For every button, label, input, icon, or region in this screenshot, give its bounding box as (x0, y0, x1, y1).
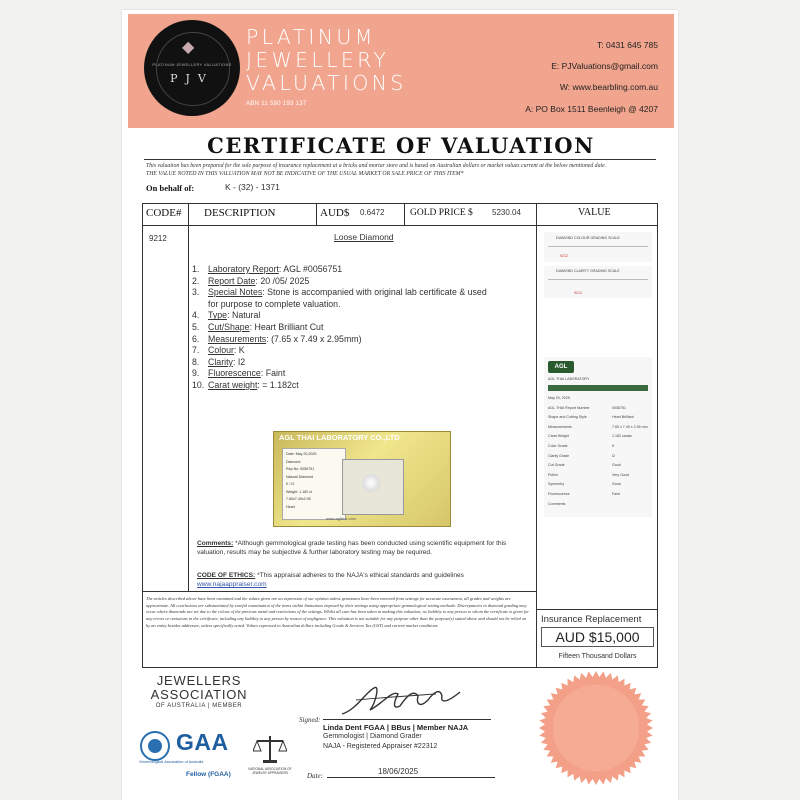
lab-certificate-line: Weight: 1.182 ct (286, 489, 312, 494)
clarity-scale-line (548, 279, 648, 280)
clarity-scale-title: DIAMOND CLARITY GRADING SCALE (556, 269, 620, 273)
ja-line1: JEWELLERS (156, 673, 242, 688)
gaa-subtitle: Gemmological Association of Australia (139, 760, 204, 764)
header-aud: AUD$ (320, 207, 350, 219)
date-rule (327, 777, 495, 778)
logo-initials: PJV (170, 72, 214, 85)
detail-key: Report Date (208, 275, 256, 286)
colour-scale-title: DIAMOND COLOUR GRADING SCALE (556, 236, 620, 240)
agl-banner (548, 385, 648, 391)
detail-row (192, 310, 260, 320)
agl-field-label: Symmetry (548, 482, 565, 487)
header-code: CODE# (146, 207, 182, 219)
detail-number: 10. (192, 380, 205, 390)
detail-key: Fluorescence (208, 368, 261, 379)
diamond-photo (362, 474, 380, 492)
contact-email: E: PJValuations@gmail.com (551, 61, 658, 71)
detail-key: Colour (208, 345, 234, 356)
detail-number: 7. (192, 345, 200, 356)
agl-field-value: K (612, 444, 615, 448)
lab-certificate-line: Natural Diamond (286, 474, 313, 479)
detail-number: 2. (192, 275, 200, 286)
agl-field-label: Measurements (548, 424, 572, 429)
item-code: 9212 (149, 234, 167, 243)
header-value: VALUE (578, 207, 611, 218)
lab-certificate-line: Diamond (286, 459, 301, 464)
aud-rate: 0.6472 (360, 208, 385, 217)
detail-row (192, 357, 245, 367)
title-rule (144, 159, 656, 160)
agl-subtitle: AGL THAI LABORATORY (548, 377, 590, 381)
insurance-value: AUD $15,000 (541, 627, 654, 647)
date-value: 18/06/2025 (378, 767, 419, 776)
seal-stamp (537, 669, 655, 787)
contact-address: A: PO Box 1511 Beenleigh @ 4207 (525, 104, 658, 114)
detail-value: : = 1.182ct (257, 380, 299, 390)
signer-registration: NAJA - Registered Appraiser #22312 (323, 743, 438, 750)
agl-field-value: Good (612, 463, 621, 468)
detail-value: : Natural (227, 310, 261, 321)
agl-field-value: Good (612, 482, 621, 487)
detail-number: 1. (192, 264, 200, 274)
colour-scale-line (548, 246, 648, 247)
agl-field-label: Carat Weight (548, 434, 569, 439)
agl-field-label: Shape and Cutting Style (548, 415, 587, 420)
header-gold-price: GOLD PRICE $ (410, 208, 473, 218)
lab-certificate-line: Rep No: 0056751 (286, 467, 315, 471)
comments-text: *Although gemmological grade testing has been conducted using scientific equipment for this valuation, results may be subjective & further laboratory testing may be required. (197, 540, 507, 556)
agl-field-value: 7.65 x 7.49 x 2.95 mm (612, 424, 648, 429)
agl-logo: AGL (548, 361, 574, 373)
detail-key: Laboratory Report (208, 264, 279, 274)
scales-icon (253, 734, 287, 764)
logo-subtext: PLATINUM JEWELLERY VALUATIONS (152, 62, 232, 67)
gaa-fellow: Fellow (FGAA) (186, 771, 231, 778)
signer-name: Linda Dent FGAA | BBus | Member NAJA (323, 723, 469, 732)
detail-key: Special Notes (208, 287, 263, 298)
detail-value: : Heart Brilliant Cut (249, 322, 324, 332)
agl-field-label: Polish (548, 472, 558, 477)
detail-row (192, 287, 487, 297)
signature-graphic (336, 680, 466, 722)
detail-number: 4. (192, 310, 200, 321)
lab-certificate-header: AGL THAI LABORATORY CO.,LTD (279, 433, 400, 442)
signed-label: Signed: (299, 716, 321, 724)
agl-field-value: Faint (612, 492, 620, 496)
detail-row (192, 264, 342, 274)
agl-field-value: Very Good (612, 472, 629, 477)
value-col-rule (536, 609, 658, 610)
insurance-label: Insurance Replacement (541, 614, 642, 625)
agl-field-value: 1.182 carats (612, 434, 632, 439)
item-title: Loose Diamond (334, 232, 394, 242)
intro-line1: This valuation has been prepared for the sole purpose of insurance replacement at a bricks and mortar store and is based on Australian dollars or market values current at the below mentioned date. (146, 163, 607, 169)
detail-row (192, 368, 285, 378)
detail-value: : 20 /05/ 2025 (255, 275, 310, 286)
col-divider-value (536, 203, 537, 668)
detail-row (192, 345, 245, 355)
naja-logo-text: NATIONAL ASSOCIATION OF JEWELRY APPRAISERS (248, 767, 292, 775)
diamond-icon: ◆ (182, 39, 195, 56)
lab-certificate-line: K / I2 (286, 482, 295, 486)
col-divider-code (188, 203, 189, 591)
detail-row (192, 322, 323, 332)
contact-website: W: www.bearbling.com.au (559, 82, 658, 92)
header-description: DESCRIPTION (204, 207, 276, 219)
detail-row (192, 276, 309, 286)
signature-rule (323, 719, 491, 720)
agl-field-value: Heart Brilliant (612, 415, 634, 420)
col-divider-aud (316, 203, 317, 225)
company-name-line3: VALUATIONS (246, 71, 407, 95)
lab-certificate-line: Heart (286, 504, 295, 509)
detail-row (192, 334, 362, 344)
agl-field-label: May 20, 2025 (548, 396, 570, 400)
agl-field-label: Fluorescence (548, 492, 570, 496)
disclaimer-text: The articles described above have been examined and the values given are an expression of our opinion unless gemstones have been removed from settings for accurate assessment, all grades and weights are approximate. All conclusions are substantiated by careful examination of the items within limitations imposed by their settings using appropriate gemmological testing methods. Discrepancies in diamond grading may occur where diamonds are set due to the colour of the precious metal and restrictions of the settings. Whilst all care has been taken in making this valuation, no liability to any person to whom the certificate is given for any errors or omissions in the certificate, including any liability to any person by reason of negligence. This valuation is not suitable for any purpose other than the purpose(s) stated above and should not be relied on by an entity besides addressee, unless specifically noted. Values expressed in Australian dollars including Goods & Services Tax (GST) and current market conditions. (146, 596, 529, 628)
gaa-emblem-inner (148, 739, 162, 753)
ja-member: OF AUSTRALIA | MEMBER (155, 703, 243, 709)
comments-label: Comments: (197, 540, 234, 547)
lab-certificate-footer: www.aglthai.com (326, 516, 357, 521)
detail-number: 6. (192, 333, 200, 344)
agl-field-label: Comments (548, 501, 566, 506)
detail-key: Carat weight (208, 380, 258, 390)
col-divider-gold (404, 203, 405, 225)
detail-key: Clarity (208, 356, 233, 367)
detail-number: 9. (192, 368, 200, 379)
date-label: Date: (307, 772, 323, 780)
detail-value: for purpose to complete valuation. (208, 298, 341, 309)
detail-key: Measurements (208, 333, 267, 344)
company-name-line1: PLATINUM (246, 25, 376, 49)
detail-value: : Stone is accompanied with original lab certificate & used (262, 287, 487, 298)
agl-field-label: Color Grade (548, 444, 568, 448)
detail-value: : AGL #0056751 (278, 264, 343, 274)
company-name-line2: JEWELLERY (246, 48, 390, 72)
ja-line2: ASSOCIATION (150, 687, 248, 702)
clarity-scale-mark: 9212 (574, 291, 582, 295)
ethics-text: *This appraisal adheres to the NAJA's ethical standards and guidelines (255, 572, 464, 579)
gaa-logo-text: GAA (176, 729, 229, 755)
intro-line2: THE VALUE NOTED IN THIS VALUATION MAY NOT BE INDICATIVE OF THE USUAL MARKET OR SALE PRICE OF THIS ITEM* (146, 171, 464, 177)
agl-field-value: I2 (612, 453, 615, 458)
agl-field-label: AGL THAI Report Number (548, 405, 590, 410)
agl-field-value: 0056751 (612, 405, 626, 410)
table-body-rule (142, 591, 536, 592)
agl-field-label: Clarity Grade (548, 453, 570, 458)
signer-title: Gemmologist | Diamond Grader (323, 733, 422, 740)
detail-value: : Faint (260, 368, 286, 379)
detail-number: 8. (192, 356, 200, 367)
detail-value: : K (233, 345, 245, 356)
agl-field-label: Cut Grade (548, 463, 565, 468)
lab-certificate-line: Date: May 20,2025 (286, 452, 317, 456)
ethics-section (197, 571, 533, 589)
company-abn: ABN 11 580 193 137 (246, 101, 307, 107)
gold-price: 5230.04 (492, 208, 521, 217)
detail-row (192, 380, 299, 390)
detail-number: 3. (192, 287, 200, 298)
certificate-title: CERTIFICATE OF VALUATION (207, 133, 595, 158)
on-behalf-label: On behalf of: (146, 183, 195, 193)
ethics-link[interactable]: www.najaappraiser.com (197, 581, 267, 588)
detail-key: Type (208, 310, 228, 321)
contact-phone: T: 0431 645 785 (597, 40, 658, 50)
on-behalf-value: K - (32) - 1371 (225, 182, 280, 192)
table-header-rule (142, 225, 658, 226)
lab-certificate-line: 7.65x7.49x2.95 (286, 497, 311, 501)
ethics-label: CODE OF ETHICS: (197, 572, 256, 579)
detail-row (208, 299, 341, 309)
detail-number: 5. (192, 322, 200, 332)
detail-key: Cut/Shape (208, 322, 250, 332)
comments-section (197, 539, 533, 557)
detail-value: : I2 (232, 356, 246, 367)
detail-value: : (7.65 x 7.49 x 2.95mm) (266, 333, 362, 344)
colour-scale-mark: 9212 (560, 254, 568, 258)
insurance-words: Fifteen Thousand Dollars (558, 653, 637, 660)
jeweller-association-logo (145, 674, 253, 702)
